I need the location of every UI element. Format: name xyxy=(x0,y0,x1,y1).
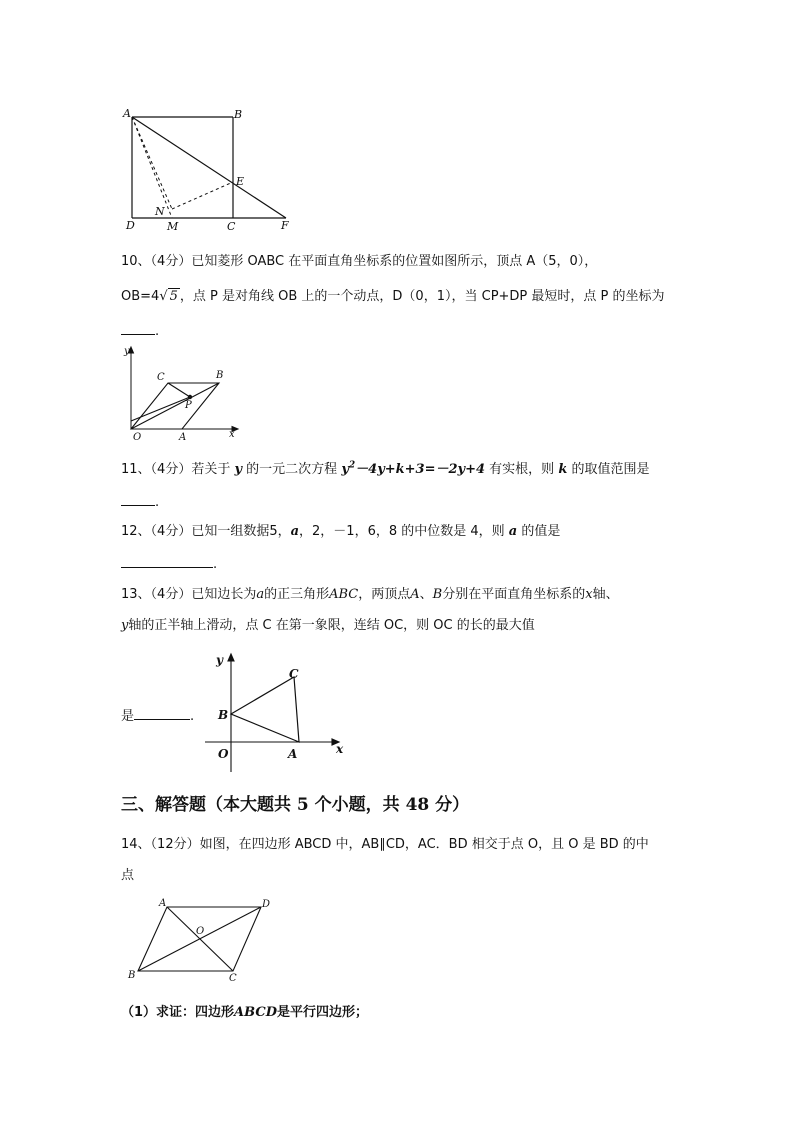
q12-end: . xyxy=(213,557,218,572)
q13-line2-text: 轴的正半轴上滑动，点 C 在第一象限，连结 OC，则 OC 的长的最大值 xyxy=(128,618,535,633)
square-label-e: E xyxy=(236,175,245,188)
q13-mid3: 分别在平面直角坐标系的 xyxy=(442,587,586,602)
q11-mid2: 有实根，则 xyxy=(489,462,555,477)
q14-sub1 xyxy=(121,1001,368,1020)
triangle-label-x: x xyxy=(336,742,344,756)
q14-line1 xyxy=(121,833,649,852)
rhombus-label-c: C xyxy=(157,372,165,383)
q14-line2-text: 点 xyxy=(121,868,135,883)
q10-ob: OB=4 xyxy=(121,289,160,304)
triangle-figure xyxy=(205,650,355,775)
q13-mid1: 的正三角形 xyxy=(264,587,330,602)
para-label-d: D xyxy=(262,899,271,910)
q13-line1 xyxy=(121,583,619,602)
square-figure xyxy=(120,105,300,233)
q13-sep: 、 xyxy=(419,587,433,602)
q13-point-a: A xyxy=(410,587,420,602)
para-label-a: A xyxy=(159,898,167,909)
q13-var-a: a xyxy=(256,587,265,602)
q13-line2 xyxy=(121,614,535,633)
q11-equation: $y^2-4y+k+3=-2y+4$ xyxy=(341,460,486,477)
square-label-a: A xyxy=(123,107,131,120)
q11-answer-blank[interactable] xyxy=(121,493,155,506)
q14-line2 xyxy=(121,864,134,883)
q13-line3-text: 是 xyxy=(121,709,135,724)
q12-post: 的值是 xyxy=(521,524,561,539)
q14-sub1-abcd: ABCD xyxy=(234,1005,277,1020)
q10-prefix: 10、（4分）已知菱形 OABC 在平面直角坐标系的位置如图所示，顶点 A（5，0）， xyxy=(121,254,598,269)
q13-post1: 轴、 xyxy=(592,587,619,602)
q13-axis-y: y xyxy=(121,618,129,633)
rhombus-label-y: y xyxy=(124,346,130,357)
q11-line2 xyxy=(121,493,159,510)
q11-var-k: k xyxy=(558,462,568,477)
q11-mid1: 的一元二次方程 xyxy=(246,462,338,477)
q11-post: 的取值范围是 xyxy=(571,462,650,477)
square-label-b: B xyxy=(234,108,243,121)
q10-sqrt: √ 5 xyxy=(159,289,178,304)
q14-sub1-post: 是平行四边形； xyxy=(276,1005,368,1020)
triangle-label-a: A xyxy=(288,747,298,761)
square-label-m: M xyxy=(167,220,179,233)
q12-mid: ，2，－1，6，8 的中位数是 4，则 xyxy=(299,524,505,539)
q12-answer-blank[interactable] xyxy=(121,555,213,568)
q12-line2 xyxy=(121,555,217,572)
q13-point-b: B xyxy=(432,587,443,602)
para-label-o: O xyxy=(196,926,205,937)
rhombus-label-p: P xyxy=(185,400,192,411)
para-label-b: B xyxy=(128,970,136,981)
q10-rest: ，点 P 是对角线 OB 上的一个动点，D（0，1），当 CP+DP 最短时，点 P 的坐标为 xyxy=(179,289,665,304)
section-3-heading: 三、解答题（本大题共 5 个小题，共 48 分） xyxy=(121,795,470,815)
square-label-c: C xyxy=(227,220,236,233)
q10-line2 xyxy=(121,285,665,304)
square-label-n: N xyxy=(155,205,165,218)
rhombus-figure xyxy=(115,345,245,445)
q14-line1-text: 14、（12分）如图，在四边形 ABCD 中，AB∥CD，AC．BD 相交于点 O，且 O 是 BD 的中 xyxy=(121,837,649,852)
triangle-label-o: O xyxy=(218,747,229,761)
q12-pre: 12、（4分）已知一组数据5， xyxy=(121,524,291,539)
rhombus-label-x: x xyxy=(229,429,235,440)
rhombus-label-b: B xyxy=(216,370,224,381)
q11-pre: 11、（4分）若关于 xyxy=(121,462,231,477)
q11-end: . xyxy=(155,495,160,510)
q10-answer-blank[interactable] xyxy=(121,322,155,335)
q11-line1 xyxy=(121,458,650,477)
q10-end: . xyxy=(155,324,160,339)
q10-line1 xyxy=(121,250,597,269)
square-label-f: F xyxy=(281,219,289,232)
q12-var-a2: a xyxy=(508,524,518,539)
q13-triangle-abc: ABC xyxy=(329,587,359,602)
q12-line1 xyxy=(121,520,560,539)
q13-pre: 13、（4分）已知边长为 xyxy=(121,587,257,602)
q10-sqrt-num: 5 xyxy=(169,289,178,304)
q11-var-y: y xyxy=(234,462,243,477)
parallelogram-figure xyxy=(125,895,285,985)
square-label-d: D xyxy=(126,219,135,232)
q13-axis-x: x xyxy=(585,587,593,602)
triangle-label-y: y xyxy=(216,653,223,667)
q13-end: . xyxy=(190,709,195,724)
para-label-c: C xyxy=(229,973,237,984)
rhombus-label-o: O xyxy=(133,432,142,443)
q10-line3 xyxy=(121,322,159,339)
triangle-label-b: B xyxy=(218,708,229,722)
q13-mid2: ，两顶点 xyxy=(358,587,411,602)
q13-answer-blank[interactable] xyxy=(134,707,190,720)
triangle-label-c: C xyxy=(289,667,299,681)
rhombus-label-a: A xyxy=(179,432,187,443)
q14-sub1-pre: （1）求证：四边形 xyxy=(121,1005,235,1020)
q12-var-a1: a xyxy=(290,524,300,539)
q13-line3 xyxy=(121,705,194,724)
